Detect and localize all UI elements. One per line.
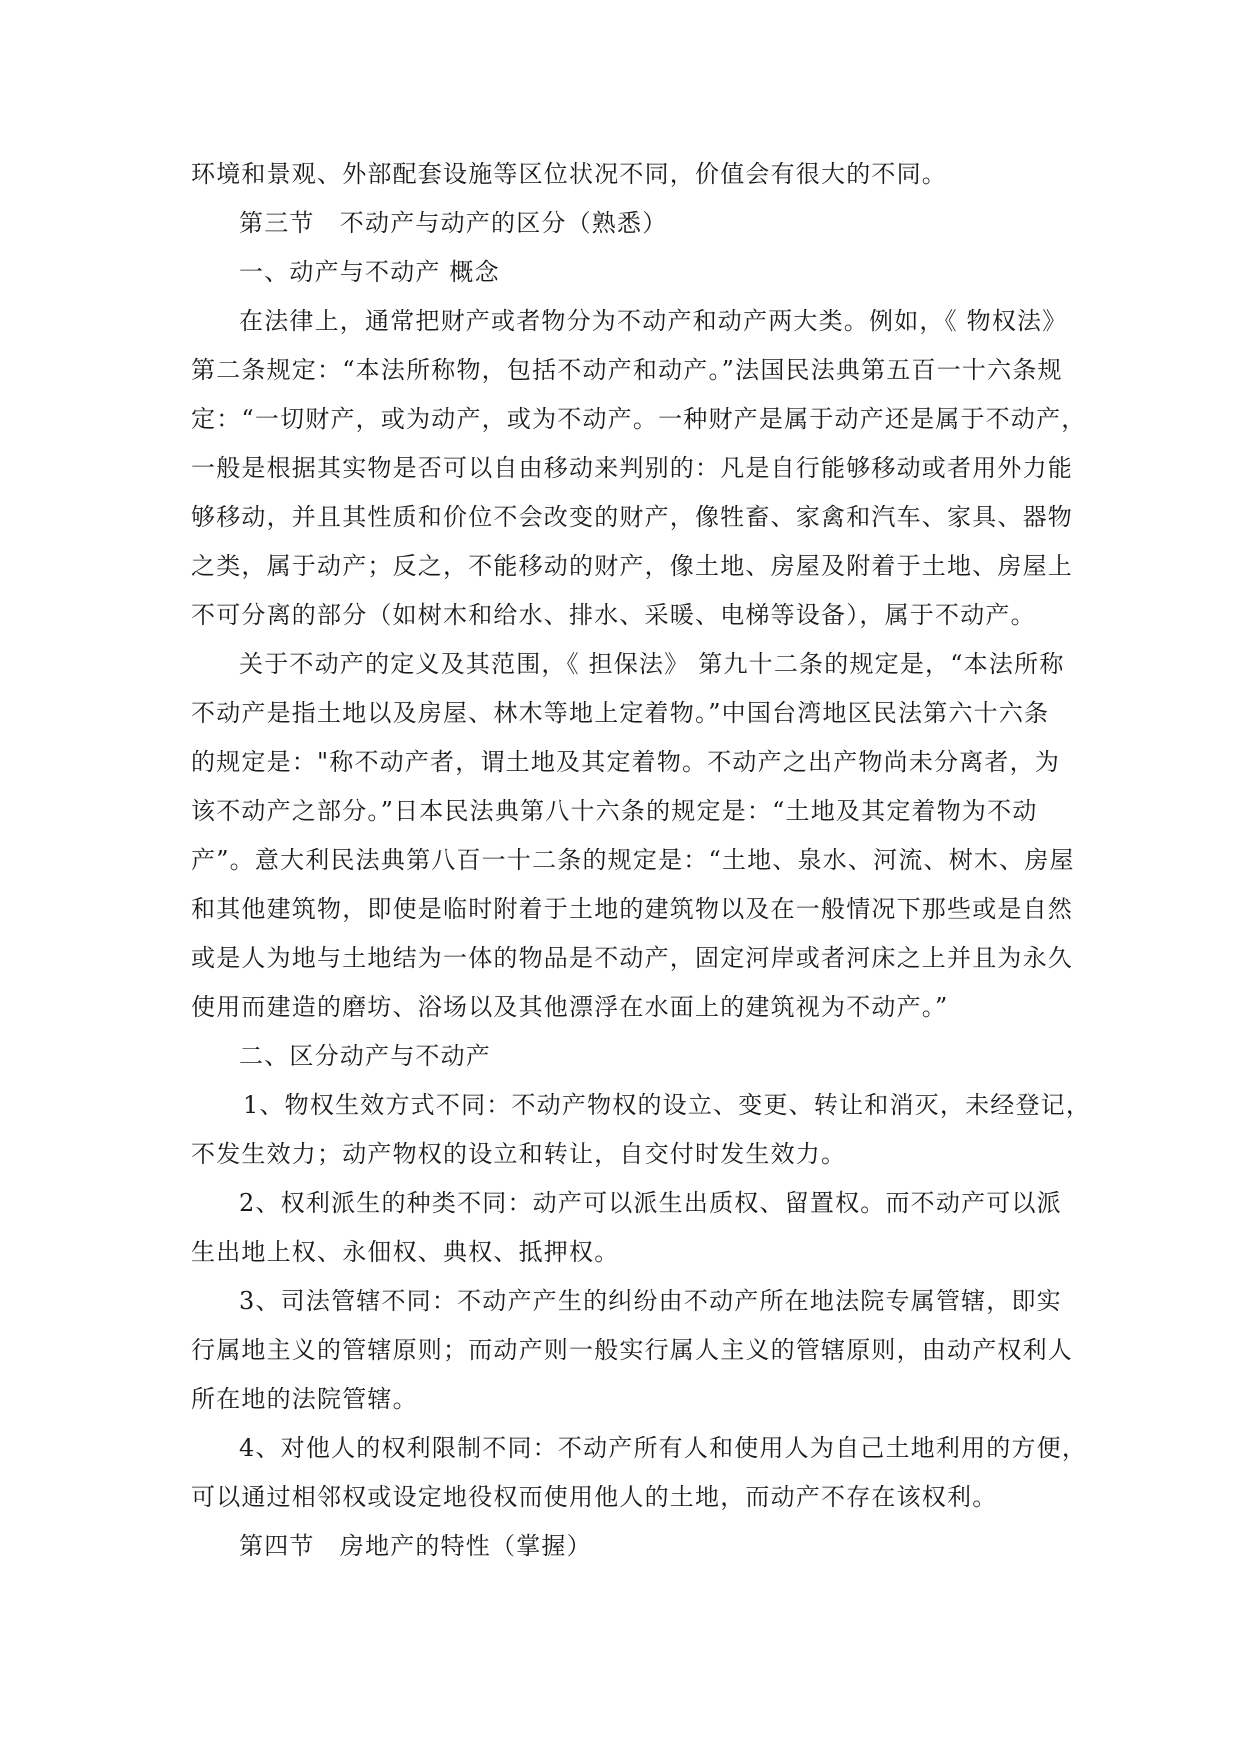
- list-item-line: 行属地主义的管辖原则；而动产则一般实行属人主义的管辖原则，由动产权利人: [191, 1336, 1073, 1364]
- paragraph-line: 的规定是："称不动产者，谓土地及其定着物。不动产之出产物尚未分离者，为: [191, 748, 1061, 776]
- list-item-line: 所在地的法院管辖。: [191, 1385, 418, 1413]
- section-heading: 第四节 房地产的特性（掌握）: [239, 1532, 592, 1560]
- subsection-heading: 二、区分动产与不动产: [239, 1042, 491, 1070]
- list-item-line: 1、物权生效方式不同：不动产物权的设立、变更、转让和消灭，未经登记，: [243, 1091, 1092, 1119]
- list-item-line: 2、权利派生的种类不同：动产可以派生出质权、留置权。而不动产可以派: [239, 1189, 1062, 1217]
- subsection-heading: 一、动产与不动产 概念: [239, 258, 500, 286]
- section-heading: 第三节 不动产与动产的区分（熟悉）: [239, 209, 668, 237]
- list-item-line: 4、对他人的权利限制不同：不动产所有人和使用人为自己土地利用的方便，: [239, 1434, 1088, 1462]
- paragraph-line: 该不动产之部分。”日本民法典第八十六条的规定是：“土地及其定着物为不动: [191, 797, 1038, 825]
- paragraph-line: 使用而建造的磨坊、浴场以及其他漂浮在水面上的建筑视为不动产。”: [191, 993, 949, 1021]
- list-item-line: 可以通过相邻权或设定地役权而使用他人的土地，而动产不存在该权利。: [191, 1483, 998, 1511]
- paragraph-line: 不可分离的部分（如树木和给水、排水、采暖、电梯等设备），属于不动产。: [191, 601, 1036, 629]
- list-item-line: 不发生效力；动产物权的设立和转让，自交付时发生效力。: [191, 1140, 847, 1168]
- paragraph-line: 关于不动产的定义及其范围，《 担保法》 第九十二条的规定是，“本法所称: [239, 650, 1065, 678]
- paragraph-line: 不动产是指土地以及房屋、林木等地上定着物。”中国台湾地区民法第六十六条: [191, 699, 1050, 727]
- paragraph-line: 或是人为地与土地结为一体的物品是不动产，固定河岸或者河床之上并且为永久: [191, 944, 1073, 972]
- list-item-line: 生出地上权、永佃权、典权、抵押权。: [191, 1238, 620, 1266]
- paragraph-line: 和其他建筑物，即使是临时附着于土地的建筑物以及在一般情况下那些或是自然: [191, 895, 1073, 923]
- paragraph-line: 之类，属于动产；反之，不能移动的财产，像土地、房屋及附着于土地、房屋上: [191, 552, 1073, 580]
- paragraph-line: 产”。意大利民法典第八百一十二条的规定是：“土地、泉水、河流、树木、房屋: [191, 846, 1075, 874]
- paragraph-line: 在法律上，通常把财产或者物分为不动产和动产两大类。例如，《 物权法》: [239, 307, 1068, 335]
- paragraph-line: 第二条规定：“本法所称物，包括不动产和动产。”法国民法典第五百一十六条规: [191, 356, 1063, 384]
- list-item-line: 3、司法管辖不同：不动产产生的纠纷由不动产所在地法院专属管辖，即实: [239, 1287, 1062, 1315]
- paragraph-line: 定：“一切财产，或为动产，或为不动产。一种财产是属于动产还是属于不动产，: [191, 405, 1087, 433]
- document-body: [191, 150, 1092, 1571]
- paragraph-line: 够移动，并且其性质和价位不会改变的财产，像牲畜、家禽和汽车、家具、器物: [191, 503, 1073, 531]
- paragraph-line: 环境和景观、外部配套设施等区位状况不同，价值会有很大的不同。: [191, 160, 947, 188]
- paragraph-line: 一般是根据其实物是否可以自由移动来判别的：凡是自行能够移动或者用外力能: [191, 454, 1073, 482]
